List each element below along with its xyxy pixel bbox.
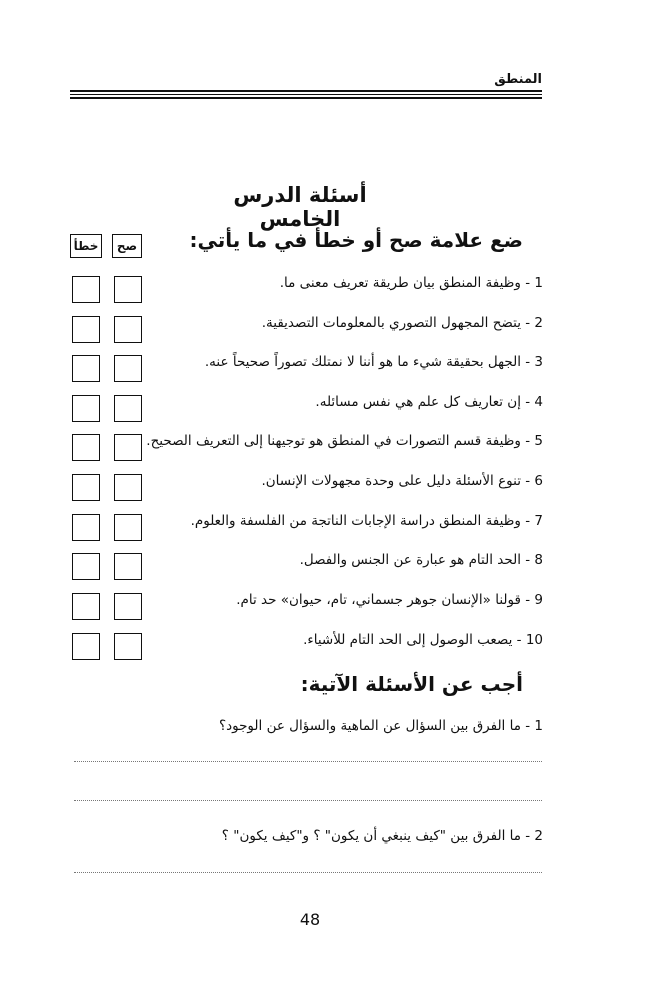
open-question: 1 - ما الفرق بين السؤال عن الماهية والسؤال عن الوجود؟	[218, 718, 543, 734]
tf-question: 9 - قولنا «الإنسان جوهر جسماني، تام، حيوان» حد تام.	[236, 592, 543, 608]
true-false-instruction: ضع علامة صح أو خطأ في ما يأتي:	[189, 228, 523, 252]
header-rule	[70, 94, 542, 95]
tf-question: 8 - الحد التام هو عبارة عن الجنس والفصل.	[299, 552, 543, 568]
true-checkbox[interactable]	[114, 395, 142, 422]
answer-line[interactable]	[74, 800, 542, 801]
false-column-header: خطأ	[70, 234, 102, 258]
false-checkbox[interactable]	[72, 474, 100, 501]
answer-line[interactable]	[74, 761, 542, 762]
true-checkbox[interactable]	[114, 474, 142, 501]
tf-question: 2 - يتضح المجهول التصوري بالمعلومات التصديقية.	[261, 315, 543, 331]
header-rule	[70, 90, 542, 92]
answer-section-title: أجب عن الأسئلة الآتية:	[300, 672, 523, 696]
answer-line[interactable]	[74, 872, 542, 873]
true-checkbox[interactable]	[114, 276, 142, 303]
false-checkbox[interactable]	[72, 276, 100, 303]
false-checkbox[interactable]	[72, 395, 100, 422]
false-checkbox[interactable]	[72, 355, 100, 382]
false-checkbox[interactable]	[72, 633, 100, 660]
header-rule	[70, 97, 542, 99]
tf-question: 7 - وظيفة المنطق دراسة الإجابات الناتجة من الفلسفة والعلوم.	[190, 513, 543, 529]
false-checkbox[interactable]	[72, 593, 100, 620]
false-checkbox[interactable]	[72, 316, 100, 343]
true-checkbox[interactable]	[114, 593, 142, 620]
true-column-header: صح	[112, 234, 142, 258]
true-checkbox[interactable]	[114, 633, 142, 660]
page-number: 48	[299, 910, 321, 929]
true-checkbox[interactable]	[114, 514, 142, 541]
false-checkbox[interactable]	[72, 434, 100, 461]
lesson-title: أسئلة الدرس الخامس	[233, 183, 367, 231]
true-checkbox[interactable]	[114, 316, 142, 343]
tf-question: 5 - وظيفة قسم التصورات في المنطق هو توجيهنا إلى التعريف الصحيح.	[146, 433, 543, 449]
open-question: 2 - ما الفرق بين "كيف ينبغي أن يكون" ؟ و"كيف يكون" ؟	[221, 828, 543, 844]
tf-question: 6 - تنوع الأسئلة دليل على وحدة مجهولات الإنسان.	[261, 473, 543, 489]
false-checkbox[interactable]	[72, 553, 100, 580]
tf-question: 4 - إن تعاريف كل علم هي نفس مسائله.	[315, 394, 543, 410]
tf-question: 10 - يصعب الوصول إلى الحد التام للأشياء.	[303, 632, 543, 648]
true-checkbox[interactable]	[114, 553, 142, 580]
tf-question: 1 - وظيفة المنطق بيان طريقة تعريف معنى ما.	[279, 275, 543, 291]
running-header: المنطق	[494, 72, 542, 87]
true-checkbox[interactable]	[114, 434, 142, 461]
true-checkbox[interactable]	[114, 355, 142, 382]
false-checkbox[interactable]	[72, 514, 100, 541]
tf-question: 3 - الجهل بحقيقة شيء ما هو أننا لا نمتلك تصوراً صحيحاً عنه.	[204, 354, 543, 370]
